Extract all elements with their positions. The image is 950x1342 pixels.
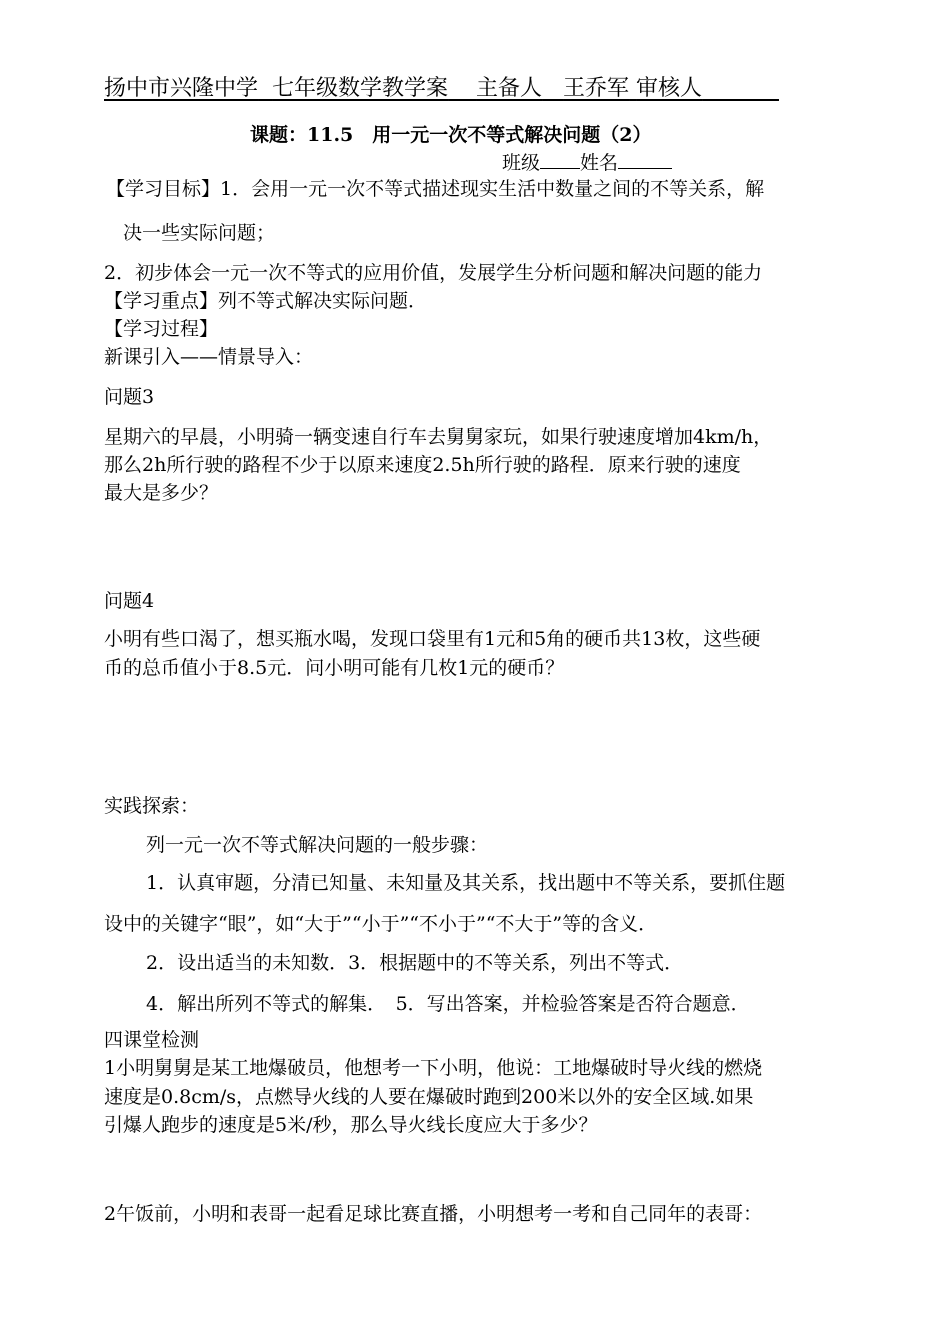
reviewer-label: 审核人 — [636, 76, 703, 101]
step1-line-1: 1．认真审题，分清已知量、未知量及其关系，找出题中不等关系，要抓住题 — [146, 872, 786, 894]
problem3-line-1: 星期六的早晨，小明骑一辆变速自行车去舅舅家玩，如果行驶速度增加4km/h， — [104, 426, 773, 448]
check-label: 四课堂检测 — [104, 1029, 200, 1051]
reviewer-blank — [702, 76, 779, 101]
class-label: 班级 — [502, 152, 541, 174]
lesson-title: 课题：11.5 用一元一次不等式解决问题（2） — [250, 124, 652, 146]
steps-4-5: 4．解出所列不等式的解集． 5．写出答案，并检验答案是否符合题意． — [146, 993, 750, 1015]
practice-heading: 列一元一次不等式解决问题的一般步骤： — [146, 834, 489, 856]
step1-line-2: 设中的关键字“眼”，如“大于”“小于”“不小于”“不大于”等的含义． — [104, 913, 658, 935]
page-header — [104, 76, 779, 102]
class-name-line — [502, 150, 852, 175]
steps-2-3: 2．设出适当的未知数．3．根据题中的不等关系，列出不等式． — [146, 952, 684, 974]
problem4-line-1: 小明有些口渴了，想买瓶水喝，发现口袋里有1元和5角的硬币共13枚，这些硬 — [104, 628, 761, 650]
objectives-line-1: 【学习目标】1．会用一元一次不等式描述现实生活中数量之间的不等关系，解 — [106, 178, 765, 200]
class-blank[interactable] — [540, 150, 580, 169]
name-blank[interactable] — [618, 150, 672, 169]
check-q2-line-1: 2午饭前，小明和表哥一起看足球比赛直播，小明想考一考和自己同年的表哥： — [104, 1203, 763, 1225]
objectives-line-2: 决一些实际问题； — [123, 222, 276, 244]
practice-label: 实践探索： — [104, 795, 200, 817]
problem3-line-3: 最大是多少？ — [104, 482, 219, 504]
objectives-line-3: 2．初步体会一元一次不等式的应用价值，发展学生分析问题和解决问题的能力 — [104, 262, 763, 284]
key-points: 【学习重点】列不等式解决实际问题． — [104, 290, 428, 312]
process-heading: 【学习过程】 — [104, 318, 219, 340]
preparer-name: 王乔军 — [563, 76, 630, 101]
problem3-line-2: 那么2h所行驶的路程不少于以原来速度2.5h所行驶的路程．原来行驶的速度 — [104, 454, 741, 476]
check-q1-line-3: 引爆人跑步的速度是5米/秒，那么导火线长度应大于多少？ — [104, 1114, 598, 1136]
preparer-label: 主备人 — [476, 76, 543, 101]
grade-subject: 七年级数学教学案 — [272, 76, 449, 101]
intro-heading: 新课引入——情景导入： — [104, 346, 314, 368]
check-q1-line-2: 速度是0.8cm/s，点燃导火线的人要在爆破时跑到200米以外的安全区域.如果 — [104, 1086, 754, 1108]
problem4-label: 问题4 — [104, 590, 155, 612]
problem4-line-2: 币的总币值小于8.5元．问小明可能有几枚1元的硬币？ — [104, 657, 565, 679]
school-name: 扬中市兴隆中学 — [104, 76, 259, 101]
check-q1-line-1: 1小明舅舅是某工地爆破员，他想考一下小明，他说：工地爆破时导火线的燃烧 — [104, 1057, 763, 1079]
name-label: 姓名 — [580, 152, 619, 174]
problem3-label: 问题3 — [104, 386, 155, 408]
